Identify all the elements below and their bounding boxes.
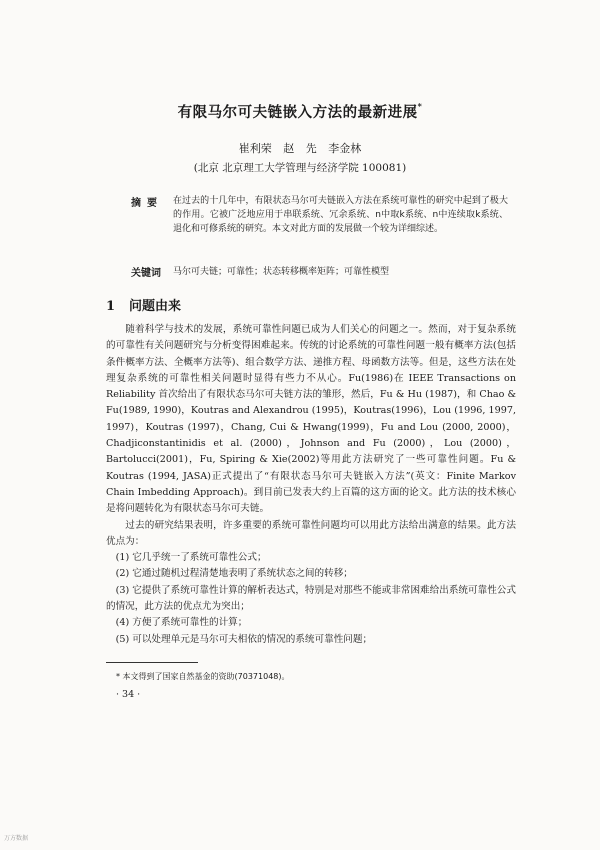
footnote-divider <box>106 662 198 663</box>
page-number: · 34 · <box>116 689 141 700</box>
section-heading <box>106 295 181 314</box>
keywords-label: 关键词 <box>131 268 161 279</box>
affiliation: (北京 北京理工大学管理与经济学院 100081) <box>193 162 407 174</box>
list-item: (1) 它几乎统一了系统可靠性公式； <box>115 552 267 564</box>
list-item: (3) 它提供了系统可靠性计算的解析表达式，特别是对那些不能或非常困难给出系统可靠性公式的情况，此方法的优点尤为突出； <box>106 584 516 613</box>
authors: 崔利荣 赵 先 李金林 <box>238 142 362 155</box>
paragraph: 随着科学与技术的发展，系统可靠性问题已成为人们关心的问题之一。然而，对于复杂系统的可靠性有关问题研究与分析变得困难起来。传统的讨论系统的可靠性问题一般有概率方法(包括条件概率方法、全概率方法等)、组合数学方法、递推方程、母函数方法等。但是，这些方法在处理复杂系统的可靠性相关问题时显得有些力不从心。Fu(1986)在 IEEE Transactions on Reliability 首次给出了有限状态马尔可夫链方法的雏形，然后，Fu & Hu (1987)，和 Chao & Fu(1989, 1990)，Koutras and Alexandrou (1995)，Koutras(1996)，Lou (1996, 1997, 1997)，Koutras (1997)，Chang, Cui & Hwang(1999)，Fu and Lou (2000, 2000)，Chadjiconstantinidis et al. (2000)，Johnson and Fu (2000)，Lou (2000)，Bartolucci(2001)，Fu, Spiring & Xie(2002)等用此方法研究了一些可靠性问题。Fu & Koutras (1994, JASA)正式提出了“有限状态马尔可夫链嵌入方法”(英文：Finite Markov Chain Imbedding Approach)。到目前已发表大约上百篇的这方面的论文。此方法的技术核心是将问题转化为有限状态马尔可夫链。 <box>106 324 516 515</box>
section-title: 问题由来 <box>129 299 182 314</box>
list-item: (4) 方便了系统可靠性的计算； <box>115 617 248 629</box>
keywords-text: 马尔可夫链；可靠性；状态转移概率矩阵；可靠性模型 <box>173 267 390 277</box>
paper-title-text: 有限马尔可夫链嵌入方法的最新进展 <box>177 104 418 121</box>
paper-title <box>0 101 600 122</box>
body-text <box>106 322 516 648</box>
list-item: (5) 可以处理单元是马尔可夫相依的情况的系统可靠性问题； <box>115 633 373 645</box>
section-number: 1 <box>106 299 116 314</box>
abstract-text: 在过去的十几年中，有限状态马尔可夫链嵌入方法在系统可靠性的研究中起到了极大的作用。它被广泛地应用于串联系统、冗余系统、n中取k系统、n中连续取k系统、退化和可修系统的研究。本文对此方面的发展做一个较为详细综述。 <box>173 196 508 235</box>
watermark: 万方数据 <box>4 835 29 842</box>
abstract-label: 摘要 <box>131 198 163 209</box>
paragraph: 过去的研究结果表明，许多重要的系统可靠性问题均可以用此方法给出满意的结果。此方法优点为： <box>106 519 516 547</box>
footnote-marker: * <box>417 101 423 112</box>
list-item: (2) 它通过随机过程清楚地表明了系统状态之间的转移； <box>115 568 353 580</box>
footnote: * 本文得到了国家自然基金的资助(70371048)。 <box>116 672 290 681</box>
